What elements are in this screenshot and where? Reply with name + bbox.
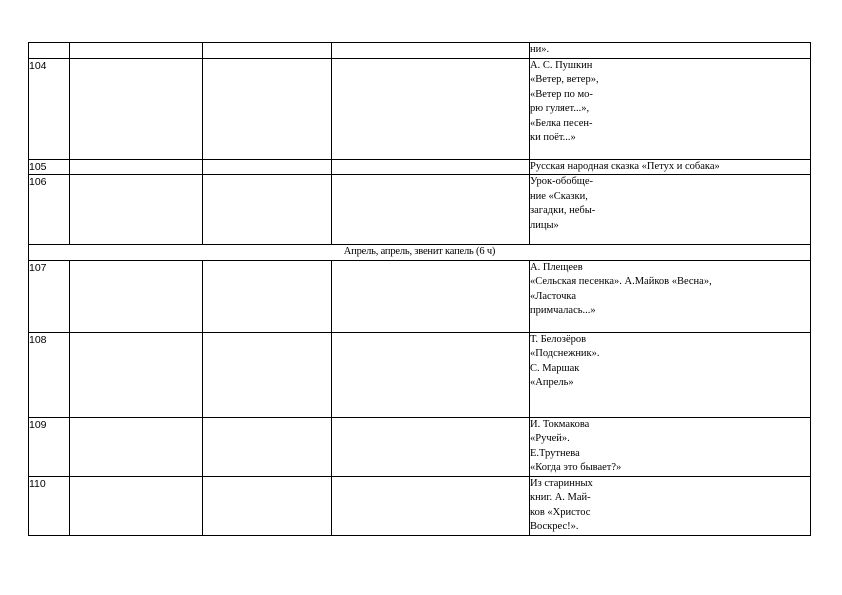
cell-line: Русская народная сказка «Петух и собака» xyxy=(530,160,720,172)
cell-line: «Ветер по мо- xyxy=(530,88,593,100)
table-cell xyxy=(70,260,203,332)
table-cell xyxy=(332,58,530,159)
lesson-number-cell xyxy=(29,43,70,59)
table-cell xyxy=(332,476,530,535)
cell-line: «Ветер, ветер», xyxy=(530,74,599,85)
table-cell xyxy=(203,417,332,476)
table-row xyxy=(29,43,811,59)
cell-line: загадки, небы- xyxy=(530,205,596,216)
cell-line: А. Плещеев xyxy=(530,261,583,273)
cell-line: Т. Белозёров xyxy=(530,333,587,345)
table-cell xyxy=(203,58,332,159)
cell-line: «Ручей». xyxy=(530,433,570,444)
cell-line: «Когда это бывает?» xyxy=(530,462,622,473)
table-row xyxy=(29,159,811,175)
table-cell xyxy=(332,43,530,59)
reading-material-cell xyxy=(530,417,811,476)
table-cell xyxy=(203,159,332,175)
table-cell xyxy=(332,417,530,476)
table-cell xyxy=(332,175,530,245)
table-row xyxy=(29,417,811,476)
cell-line: Воскрес!». xyxy=(530,521,579,532)
cell-line: Урок-обобще- xyxy=(530,176,594,187)
cell-line: ки поёт...» xyxy=(530,132,576,143)
reading-material-cell xyxy=(530,332,811,417)
cell-line: А. С. Пушкин xyxy=(530,59,593,71)
table-cell xyxy=(332,260,530,332)
lesson-number-cell: 105 xyxy=(29,159,70,175)
table-row xyxy=(29,260,811,332)
lesson-number-cell: 110 xyxy=(29,476,70,535)
reading-material-cell xyxy=(530,476,811,535)
table-cell xyxy=(203,43,332,59)
cell-text: ни». xyxy=(530,44,550,55)
lesson-number-cell: 108 xyxy=(29,332,70,417)
table-cell xyxy=(70,43,203,59)
table-cell xyxy=(332,332,530,417)
cell-line: Е.Трутнева xyxy=(530,447,580,459)
cell-line: «Ласточка xyxy=(530,290,577,302)
cell-line: И. Токмакова xyxy=(530,418,590,430)
table-row xyxy=(29,476,811,535)
table-row xyxy=(29,58,811,159)
table-cell xyxy=(70,58,203,159)
lesson-number-cell: 109 xyxy=(29,417,70,476)
table-cell xyxy=(203,332,332,417)
table-row xyxy=(29,175,811,245)
cell-line: ние «Сказки, xyxy=(530,190,588,202)
cell-line: «Сельская песенка». А.Майков «Весна», xyxy=(530,276,712,287)
cell-line: «Подснежник». xyxy=(530,348,600,359)
table-cell xyxy=(70,417,203,476)
cell-line: лицы» xyxy=(530,219,559,231)
cell-line: рю гуляет...», xyxy=(530,103,590,114)
cell-line: ков «Христос xyxy=(530,506,591,518)
table-row xyxy=(29,332,811,417)
cell-line: С. Маршак xyxy=(530,362,580,374)
reading-material-cell xyxy=(530,159,811,175)
reading-material-cell xyxy=(530,43,811,59)
reading-material-cell xyxy=(530,260,811,332)
section-heading: Апрель, апрель, звенит капель (6 ч) xyxy=(29,245,811,261)
cell-line: примчалась...» xyxy=(530,305,596,316)
lesson-plan-table xyxy=(28,42,811,536)
table-cell xyxy=(70,476,203,535)
table-cell xyxy=(70,159,203,175)
table-cell xyxy=(203,260,332,332)
table-cell xyxy=(332,159,530,175)
lesson-number-cell: 107 xyxy=(29,260,70,332)
table-cell xyxy=(203,476,332,535)
cell-line: «Апрель» xyxy=(530,377,574,388)
table-cell xyxy=(70,175,203,245)
cell-line: книг. А. Май- xyxy=(530,492,591,503)
section-heading-row xyxy=(29,245,811,261)
lesson-number-cell: 104 xyxy=(29,58,70,159)
cell-line: Из старинных xyxy=(530,477,593,489)
lesson-number-cell: 106 xyxy=(29,175,70,245)
table-cell xyxy=(203,175,332,245)
reading-material-cell xyxy=(530,58,811,159)
reading-material-cell xyxy=(530,175,811,245)
cell-line: «Белка песен- xyxy=(530,117,593,129)
table-cell xyxy=(70,332,203,417)
